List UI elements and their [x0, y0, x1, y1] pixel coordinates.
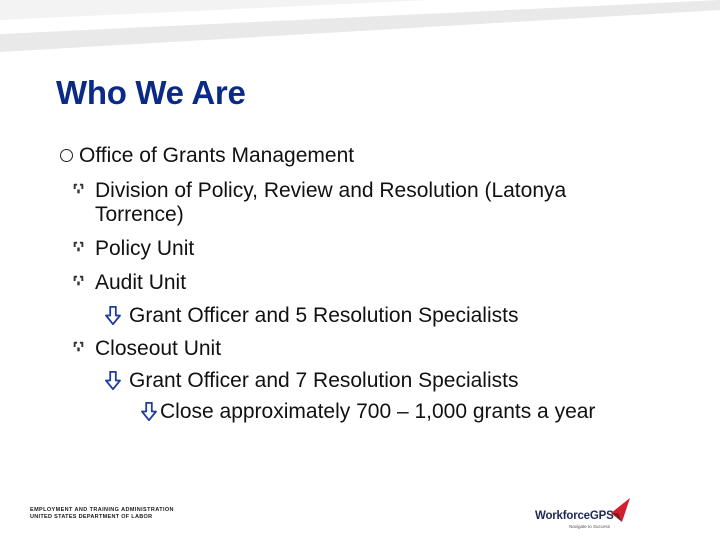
slide-title: Who We Are [56, 74, 246, 111]
square-bullet-icon [73, 183, 84, 194]
square-bullet-icon [73, 341, 84, 352]
down-arrow-icon [105, 371, 121, 390]
agency-line-1: EMPLOYMENT AND TRAINING ADMINISTRATION [30, 507, 174, 513]
bullet-item-office: Office of Grants Management [79, 144, 355, 167]
square-bullet-icon [73, 275, 84, 286]
bullet-item-closeout-unit: Closeout Unit [95, 337, 222, 360]
bullet-item-closeout-volume: Close approximately 700 – 1,000 grants a year [160, 400, 596, 423]
logo-wordmark: WorkforceGPS [535, 510, 614, 522]
ring-icon [60, 149, 73, 162]
bullet-item-division-continuation: Torrence) [95, 203, 184, 226]
bullet-item-audit-unit: Audit Unit [95, 271, 187, 294]
square-bullet-icon [73, 241, 84, 252]
down-arrow-icon [141, 402, 157, 421]
down-arrow-icon [105, 306, 121, 325]
workforcegps-logo [533, 497, 633, 531]
bullet-item-audit-staff: Grant Officer and 5 Resolution Specialists [129, 304, 519, 327]
logo-arrow-icon [609, 497, 631, 523]
bullet-item-division: Division of Policy, Review and Resolution (Latonya [95, 179, 567, 202]
agency-line-2: UNITED STATES DEPARTMENT OF LABOR [30, 514, 153, 520]
agency-footer [30, 507, 174, 521]
bullet-item-closeout-staff: Grant Officer and 7 Resolution Specialists [129, 369, 519, 392]
bullet-item-policy-unit: Policy Unit [95, 237, 195, 260]
logo-tagline: Navigate to Success [569, 524, 611, 529]
